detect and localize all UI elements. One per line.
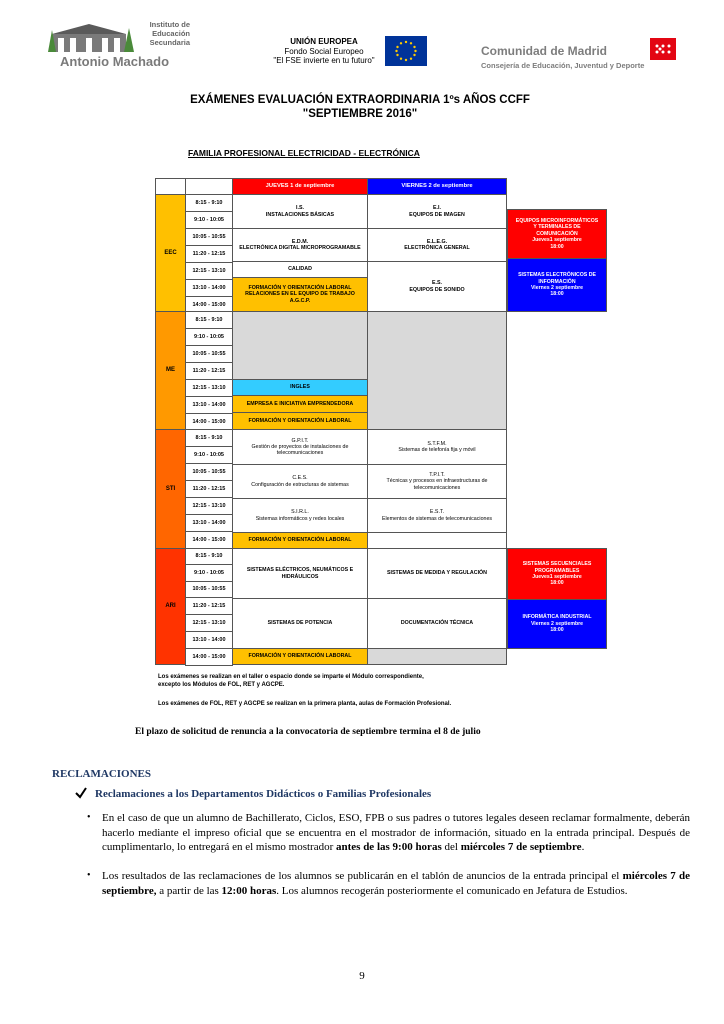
time-slot: 12:15 - 13:10	[185, 497, 233, 515]
eu-line-1: UNIÓN EUROPEA	[290, 37, 358, 46]
p2-text-d: 12:00 horas	[221, 884, 277, 897]
ari-sen-cell	[232, 548, 368, 599]
side1-line-2: Y TERMINALES DE	[533, 224, 581, 231]
side2-line-3: Viernes 2 septiembre	[530, 285, 584, 291]
time-slot: 10:05 - 10:55	[185, 581, 233, 598]
sti-est-name: Elementos de sistemas de telecomunicaciones	[381, 515, 493, 522]
eec-eleg-name: ELECTRÓNICA GENERAL	[404, 245, 470, 251]
madrid-flag-icon	[650, 38, 676, 60]
side-box-equipos	[507, 209, 607, 259]
time-slot: 13:10 - 14:00	[185, 631, 233, 649]
cm-name: Comunidad de Madrid	[481, 44, 607, 58]
ari-doc-cell: DOCUMENTACIÓN TÉCNICA	[367, 598, 507, 649]
side2-line-1: SISTEMAS ELECTRÓNICOS DE	[518, 272, 596, 279]
side-box-secuenciales	[507, 548, 607, 600]
reclamaciones-heading: RECLAMACIONES	[52, 768, 152, 780]
eec-is-name: INSTALACIONES BÁSICAS	[265, 211, 335, 218]
sti-sirl-name: Sistemas informáticos y redes locales	[255, 515, 345, 522]
page-title	[150, 93, 570, 121]
exam-schedule-table	[155, 178, 507, 665]
group-ari: ARI	[155, 548, 186, 665]
note-2: Los exámenes de FOL, RET y AGCPE se realizan en la primera planta, aulas de Formación Profesional.	[158, 701, 452, 707]
note-1-line-2: excepto los Módulos de FOL, RET y AGCPE.	[158, 682, 285, 688]
time-slot: 13:10 - 14:00	[185, 514, 233, 532]
eec-es-cell	[367, 261, 507, 312]
ari-fol-cell: FORMACIÓN Y ORIENTACIÓN LABORAL	[232, 648, 368, 665]
time-slot: 8:15 - 9:10	[185, 311, 233, 329]
time-slot: 14:00 - 15:00	[185, 531, 233, 549]
ari-potencia-cell: SISTEMAS DE POTENCIA	[232, 598, 368, 649]
eec-ei-abbr: E.I.	[433, 205, 441, 212]
me-empresa-cell: EMPRESA E INICIATIVA EMPRENDEDORA	[232, 395, 368, 413]
eec-edm-abbr: E.D.M.	[291, 238, 309, 245]
ari-sen-line-1: SISTEMAS ELÉCTRICOS, NEUMÁTICOS E	[246, 567, 354, 574]
time-slot: 11:20 - 12:15	[185, 480, 233, 498]
time-slot: 9:10 - 10:05	[185, 446, 233, 464]
eec-fol-line-2: RELACIONES EN EL EQUIPO DE TRABAJO	[245, 291, 355, 298]
eec-is-abbr: I.S.	[296, 205, 304, 212]
eec-calidad-cell: CALIDAD	[232, 261, 368, 278]
paragraph-1	[102, 811, 690, 855]
eec-edm-name: ELECTRÓNICA DIGITAL MICROPROGRAMABLE	[239, 245, 361, 251]
institute-line-3: Secundaria	[149, 38, 190, 47]
eec-ei-name: EQUIPOS DE IMAGEN	[409, 211, 465, 218]
side-box-informatica	[507, 599, 607, 649]
side2-line-2: INFORMACIÓN	[538, 278, 576, 285]
side3-line-3: Jueves1 septiembre	[532, 574, 582, 580]
paragraph-2	[102, 869, 690, 898]
group-eec: EEC	[155, 194, 186, 312]
p1-text-b: antes de las 9:00 horas	[336, 841, 442, 853]
sti-ces-cell	[232, 464, 368, 499]
note-1	[158, 673, 424, 689]
family-title: FAMILIA PROFESIONAL ELECTRICIDAD - ELECTRÓNICA	[188, 148, 420, 158]
note-1-line-1: Los exámenes se realizan en el taller o espacio donde se imparte el Módulo correspondiente,	[158, 674, 424, 680]
sti-ces-name: Configuración de estructuras de sistemas	[251, 481, 349, 488]
side1-line-1: EQUIPOS MICROINFORMÁTICOS	[515, 217, 599, 224]
sti-gpit-cell	[232, 429, 368, 465]
p2-text-c: a partir de las	[156, 884, 222, 897]
me-empty-day2	[367, 311, 507, 430]
side3-line-4: 18:00	[550, 580, 564, 587]
sti-stfm-abbr: S.T.F.M.	[427, 440, 447, 447]
eec-es-abbr: E.S.	[431, 280, 442, 287]
time-slot: 14:00 - 15:00	[185, 296, 233, 314]
header-corner-2	[185, 178, 233, 195]
side4-line-2: Viernes 2 septiembre	[530, 620, 584, 627]
me-fol-cell: FORMACIÓN Y ORIENTACIÓN LABORAL	[232, 412, 368, 430]
time-slot: 11:20 - 12:15	[185, 245, 233, 263]
reclamaciones-subheading: Reclamaciones a los Departamentos Didácticos o Familias Profesionales	[95, 788, 432, 800]
sti-tpit-cell	[367, 464, 507, 499]
sti-gpit-abbr: G.P.I.T.	[291, 437, 309, 444]
side1-line-4: Jueves1 septiembre	[532, 237, 582, 244]
sti-stfm-name: Sistemas de telefonía fija y móvil	[398, 447, 476, 453]
p1-text-e: .	[581, 841, 585, 853]
eec-eleg-cell	[367, 228, 507, 262]
eec-eleg-abbr: E.L.E.G.	[426, 238, 448, 245]
me-empty-day1	[232, 311, 368, 380]
sti-gpit-name: Gestión de proyectos de instalaciones de telecomunicaciones	[251, 443, 349, 457]
side4-line-1: INFORMÁTICA INDUSTRIAL	[522, 614, 592, 621]
time-slot: 10:05 - 10:55	[185, 463, 233, 481]
side2-line-4: 18:00	[550, 291, 564, 298]
sti-tpit-name: Técnicas y procesos en infraestructuras de telecomunicaciones	[386, 478, 488, 491]
time-slot: 10:05 - 10:55	[185, 228, 233, 246]
sti-sirl-cell	[232, 498, 368, 533]
time-slot: 8:15 - 9:10	[185, 548, 233, 565]
bullet-icon: •	[87, 870, 91, 881]
time-slot: 12:15 - 13:10	[185, 379, 233, 397]
time-slot: 12:15 - 13:10	[185, 614, 233, 632]
side1-line-5: 18:00	[550, 243, 564, 250]
time-slot: 9:10 - 10:05	[185, 211, 233, 229]
time-slot: 13:10 - 14:00	[185, 396, 233, 414]
title-line-2: "SEPTIEMBRE 2016"	[302, 108, 418, 120]
ari-empty-day2	[367, 648, 507, 665]
day2-header: VIERNES 2 de septiembre	[367, 178, 507, 195]
eec-ei-cell	[367, 194, 507, 229]
time-slot: 14:00 - 15:00	[185, 648, 233, 666]
time-slot: 11:20 - 12:15	[185, 597, 233, 615]
sti-sirl-abbr: S.I.R.L.	[291, 509, 309, 516]
time-slot: 9:10 - 10:05	[185, 564, 233, 582]
title-line-1: EXÁMENES EVALUACIÓN EXTRAORDINARIA 1ºs AÑOS CCFF	[190, 94, 530, 106]
institute-line-2: Educación	[152, 29, 190, 38]
time-slot: 12:15 - 13:10	[185, 262, 233, 280]
eec-fol-cell	[232, 277, 368, 312]
header-corner-1	[155, 178, 186, 195]
time-slot: 10:05 - 10:55	[185, 345, 233, 363]
bullet-icon: •	[87, 812, 91, 823]
eec-fol-line-3: A.G.C.P.	[289, 297, 311, 304]
institute-line-1: Instituto de	[149, 20, 190, 29]
page-number: 9	[359, 970, 365, 982]
institute-name: Antonio Machado	[60, 54, 170, 69]
eu-text	[268, 37, 380, 66]
sti-est-cell	[367, 498, 507, 533]
side-box-sistemas-info	[507, 258, 607, 312]
time-slot: 13:10 - 14:00	[185, 279, 233, 297]
eec-edm-cell	[232, 228, 368, 262]
eu-flag-icon	[385, 36, 427, 66]
ari-sen-line-2: HIDRÁULICOS	[281, 573, 319, 580]
p2-text-e: . Los alumnos recogerán posteriormente el comunicado en Jefatura de Estudios.	[276, 884, 628, 897]
sti-tpit-abbr: T.P.I.T.	[429, 472, 445, 479]
cm-sub: Consejería de Educación, Juventud y Deporte	[481, 61, 645, 70]
time-slot: 14:00 - 15:00	[185, 413, 233, 431]
p1-text-a: En el caso de que un alumno de Bachillerato, Ciclos, ESO, FPB o sus padres o tutores legales deseen reclamar formalmente, deberán hacerlo mediante el impreso oficial que se encuentra en el mostrador de información, situado en la entrada principal. Después de cumplimentarlo, lo entregará en el mismo mostrador	[102, 812, 690, 853]
time-slot: 11:20 - 12:15	[185, 362, 233, 380]
group-me: ME	[155, 311, 186, 430]
side4-line-3: 18:00	[550, 627, 564, 634]
group-sti: STI	[155, 429, 186, 549]
side1-line-3: COMUNICACIÓN	[536, 230, 578, 237]
ari-medida-cell: SISTEMAS DE MEDIDA Y REGULACIÓN	[367, 548, 507, 599]
eu-line-3: "El FSE invierte en tu futuro"	[273, 56, 375, 65]
side3-line-1: SISTEMAS SECUENCIALES	[522, 561, 592, 568]
sti-stfm-cell	[367, 429, 507, 465]
p2-text-b: miércoles 7 de septiembre,	[102, 870, 691, 897]
sti-empty-day2	[367, 532, 507, 549]
eec-fol-line-1: FORMACIÓN Y ORIENTACIÓN LABORAL	[248, 285, 352, 292]
time-slot: 8:15 - 9:10	[185, 429, 233, 447]
p1-text-d: miércoles 7 de septiembre	[460, 841, 582, 853]
institute-type	[120, 20, 190, 47]
p1-text-c: del	[441, 841, 461, 853]
eec-es-name: EQUIPOS DE SONIDO	[409, 286, 465, 293]
eu-line-2: Fondo Social Europeo	[284, 46, 364, 56]
day1-header: JUEVES 1 de septiembre	[232, 178, 368, 195]
p2-text-a: Los resultados de las reclamaciones de los alumnos se publicarán en el tablón de anuncios de la entrada principal el	[102, 870, 623, 882]
me-ingles-cell: INGLES	[232, 379, 368, 396]
sti-fol-cell: FORMACIÓN Y ORIENTACIÓN LABORAL	[232, 532, 368, 549]
checkmark-icon	[74, 786, 88, 800]
time-slot: 9:10 - 10:05	[185, 328, 233, 346]
side3-line-2: PROGRAMABLES	[534, 567, 580, 574]
eec-is-cell	[232, 194, 368, 229]
plazo-text: El plazo de solicitud de renuncia a la convocatoria de septiembre termina el 8 de julio	[135, 727, 481, 737]
time-slot: 8:15 - 9:10	[185, 194, 233, 212]
sti-est-abbr: E.S.T.	[429, 509, 445, 516]
sti-ces-abbr: C.E.S.	[292, 475, 308, 482]
